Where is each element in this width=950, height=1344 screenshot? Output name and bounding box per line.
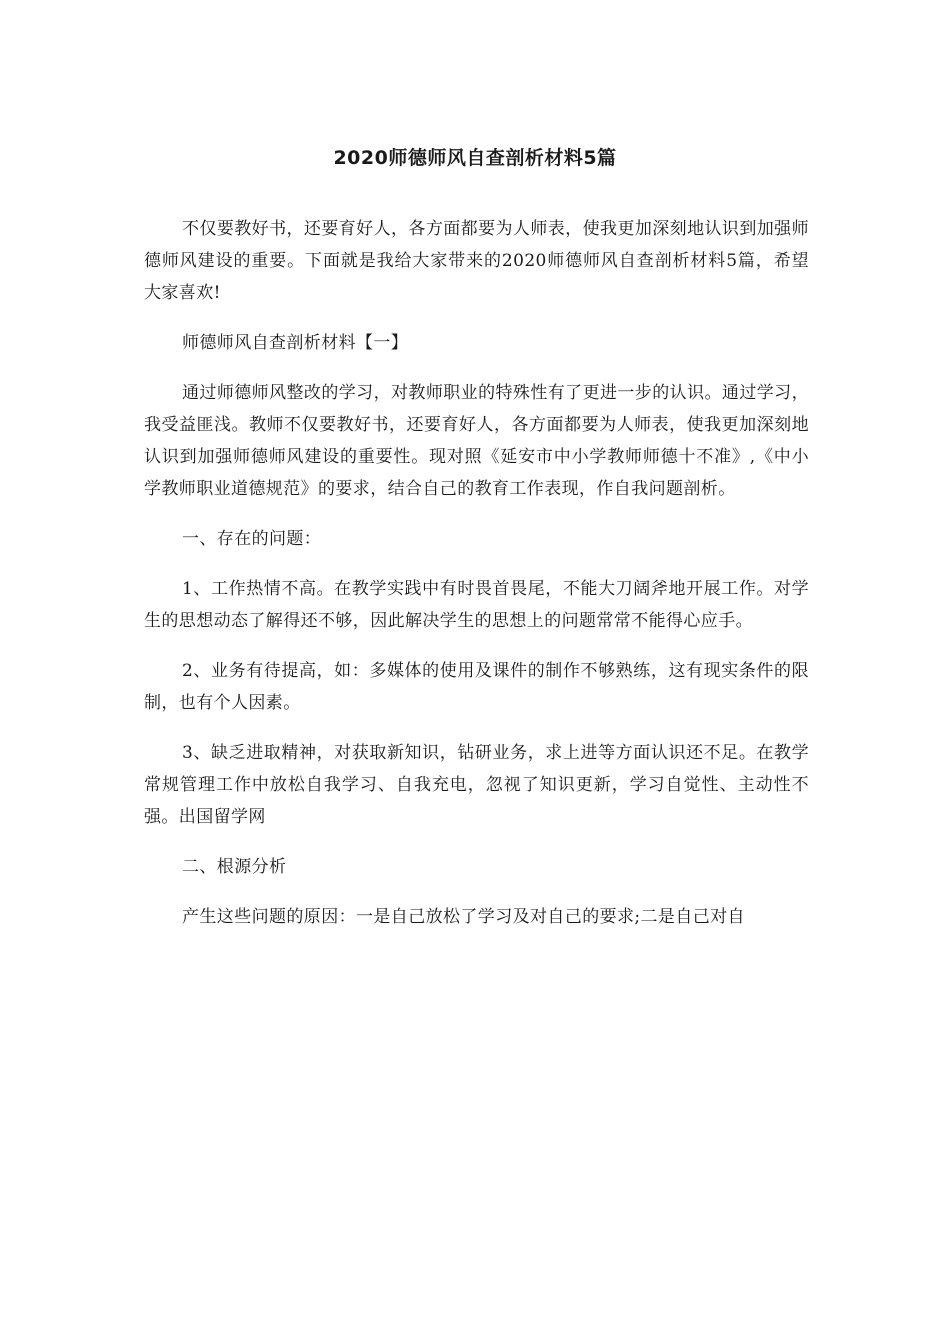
document-body bbox=[144, 213, 809, 951]
problem-item-3: 3、缺乏进取精神，对获取新知识，钻研业务，求上进等方面认识还不足。在教学常规管理工作中放松自我学习、自我充电，忽视了知识更新，学习自觉性、主动性不强。出国留学网 bbox=[144, 743, 809, 827]
problems-heading: 一、存在的问题： bbox=[182, 529, 322, 549]
section-heading-one: 师德师风自查剖析材料【一】 bbox=[182, 333, 409, 353]
analysis-heading: 二、根源分析 bbox=[182, 857, 287, 877]
document-title: 2020师德师风自查剖析材料5篇 bbox=[333, 147, 617, 169]
study-paragraph: 通过师德师风整改的学习，对教师职业的特殊性有了更进一步的认识。通过学习，我受益匪浅。教师不仅要教好书，还要育好人，各方面都要为人师表，使我更加深刻地认识到加强师德师风建设的重要性。现对照《延安市中小学教师师德十不准》,《中小学教师职业道德规范》的要求，结合自己的教育工作表现，作自我问题剖析。 bbox=[144, 383, 809, 499]
analysis-paragraph: 产生这些问题的原因：一是自己放松了学习及对自己的要求;二是自己对自 bbox=[182, 907, 745, 927]
intro-paragraph: 不仅要教好书，还要育好人，各方面都要为人师表，使我更加深刻地认识到加强师德师风建设的重要。下面就是我给大家带来的2020师德师风自查剖析材料5篇，希望大家喜欢! bbox=[144, 219, 809, 303]
problem-item-1: 1、工作热情不高。在教学实践中有时畏首畏尾，不能大刀阔斧地开展工作。对学生的思想动态了解得还不够，因此解决学生的思想上的问题常常不能得心应手。 bbox=[144, 579, 809, 631]
problem-item-2: 2、业务有待提高，如：多媒体的使用及课件的制作不够熟练，这有现实条件的限制，也有个人因素。 bbox=[144, 661, 809, 713]
